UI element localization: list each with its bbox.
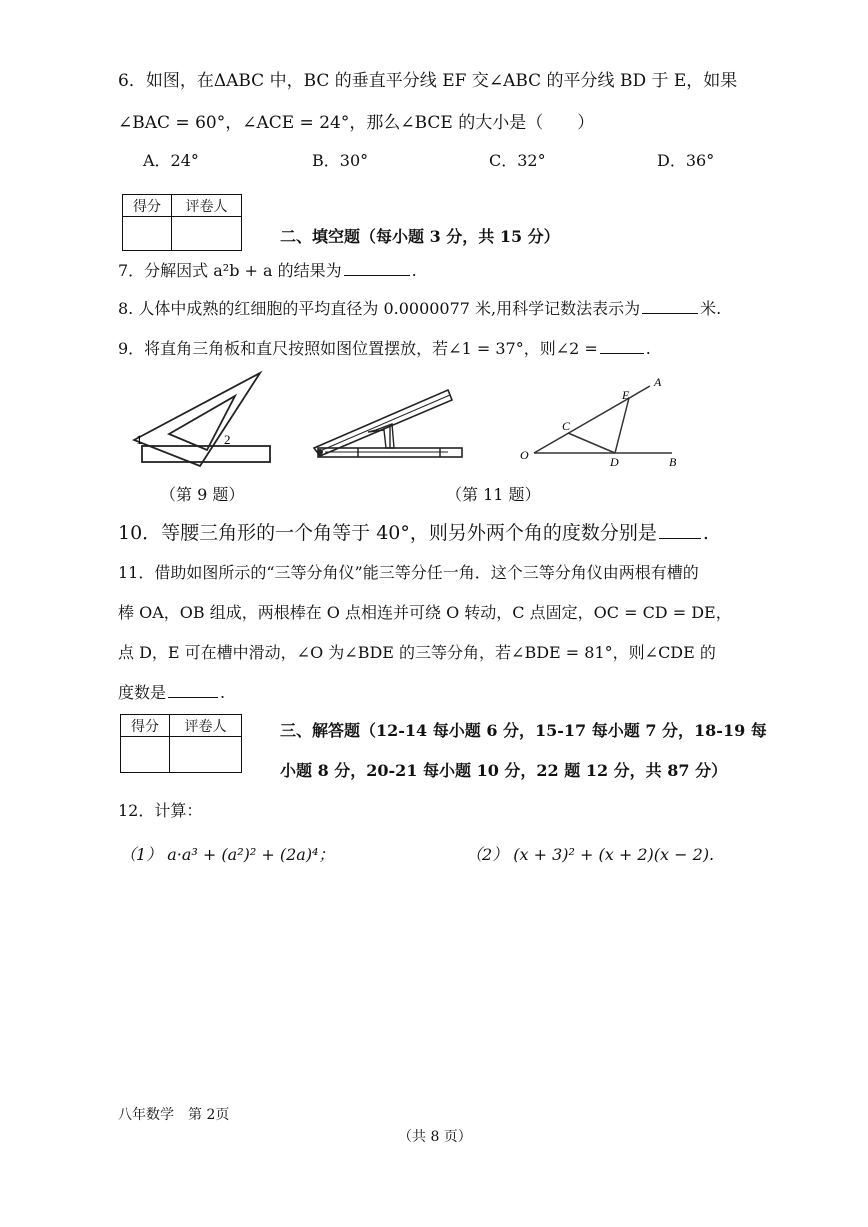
q9 — [118, 336, 651, 359]
angle-2-label: 2 — [224, 432, 231, 447]
q6-option-b: B．30° — [312, 151, 369, 170]
grader-cell — [170, 737, 242, 773]
q9-blank — [600, 339, 644, 354]
q6-option-d: D．36° — [657, 151, 715, 170]
q11-line4 — [118, 680, 225, 703]
section3-title-line1: 三、解答题（12-14 每小题 6 分，15-17 每小题 7 分，18-19 每 — [280, 721, 767, 740]
pivot-o — [317, 449, 323, 455]
q6-option-a: A．24° — [143, 151, 199, 170]
q11-line1: 11．借助如图所示的“三等分角仪”能三等分任一角．这个三等分角仪由两根有槽的 — [118, 563, 699, 582]
q11-end: . — [220, 683, 226, 702]
q12-part2: （2） (x + 3)² + (x + 2)(x − 2). — [466, 845, 715, 864]
segment-cd — [568, 433, 615, 453]
footer-left: 八年数学 第 2页 — [118, 1107, 230, 1123]
q9-end: . — [645, 339, 651, 358]
point-o-label: O — [520, 448, 529, 462]
q6-option-c: C．32° — [489, 151, 546, 170]
section2-title: 二、填空题（每小题 3 分，共 15 分） — [280, 227, 560, 246]
figure-9 — [132, 368, 277, 468]
score-cell — [121, 737, 170, 773]
point-a-label: A — [654, 375, 662, 389]
q7-end: . — [411, 261, 417, 280]
point-c-label: C — [562, 419, 571, 433]
q10-text: 10．等腰三角形的一个角等于 40°，则另外两个角的度数分别是 — [118, 522, 657, 544]
q11-line3: 点 D，E 可在槽中滑动，∠O 为∠BDE 的三等分角，若∠BDE = 81°，则∠CDE 的 — [118, 643, 716, 662]
rod-oa — [314, 390, 452, 456]
grader-label: 评卷人 — [170, 715, 242, 737]
angle-1-label: 1 — [136, 432, 143, 447]
score-box-2 — [120, 714, 242, 773]
q12-part1: （1） a·a³ + (a²)² + (2a)⁴； — [120, 845, 335, 864]
figure-11-device — [310, 382, 465, 462]
point-b-label: B — [669, 455, 677, 469]
q7 — [118, 258, 417, 281]
score-label: 得分 — [123, 195, 172, 217]
point-e-label: E — [622, 388, 630, 402]
q11-text: 度数是 — [118, 683, 167, 702]
figure-11-diagram — [512, 372, 692, 472]
point-d-label: D — [610, 455, 619, 469]
grader-label: 评卷人 — [172, 195, 242, 217]
q11-line2: 棒 OA，OB 组成，两根棒在 O 点相连并可绕 O 转动，C 点固定，OC = CD = DE， — [118, 603, 732, 622]
score-label: 得分 — [121, 715, 170, 737]
q8-blank — [642, 299, 698, 314]
footer-center: （共 8 页） — [398, 1129, 472, 1145]
q6-line2: ∠BAC = 60°，∠ACE = 24°，那么∠BCE 的大小是（ ） — [118, 113, 595, 133]
q8 — [118, 296, 721, 319]
q7-text: 7．分解因式 a²b + a 的结果为 — [118, 261, 342, 280]
q7-blank — [344, 261, 410, 276]
grader-cell — [172, 217, 242, 251]
score-box-1 — [122, 194, 242, 251]
q10 — [118, 518, 709, 545]
q11-blank — [168, 683, 218, 698]
q12-label: 12．计算： — [118, 801, 203, 820]
q10-blank — [659, 524, 701, 539]
q8-end: 米. — [700, 299, 722, 318]
section3-title-line2: 小题 8 分，20-21 每小题 10 分，22 题 12 分，共 87 分） — [280, 761, 728, 780]
set-square-outer — [134, 373, 260, 466]
figure-11-caption: （第 11 题） — [446, 485, 541, 504]
figure-9-caption: （第 9 题） — [160, 485, 245, 504]
q9-text: 9．将直角三角板和直尺按照如图位置摆放，若∠1 = 37°，则∠2 = — [118, 339, 598, 358]
q10-end: . — [702, 522, 709, 544]
q8-text: 8. 人体中成熟的红细胞的平均直径为 0.0000077 米,用科学记数法表示为 — [118, 299, 641, 318]
segment-de — [615, 398, 629, 453]
q6-line1: 6．如图，在ΔABC 中，BC 的垂直平分线 EF 交∠ABC 的平分线 BD 于 E，如果 — [118, 71, 738, 91]
score-cell — [123, 217, 172, 251]
ruler — [142, 446, 270, 462]
